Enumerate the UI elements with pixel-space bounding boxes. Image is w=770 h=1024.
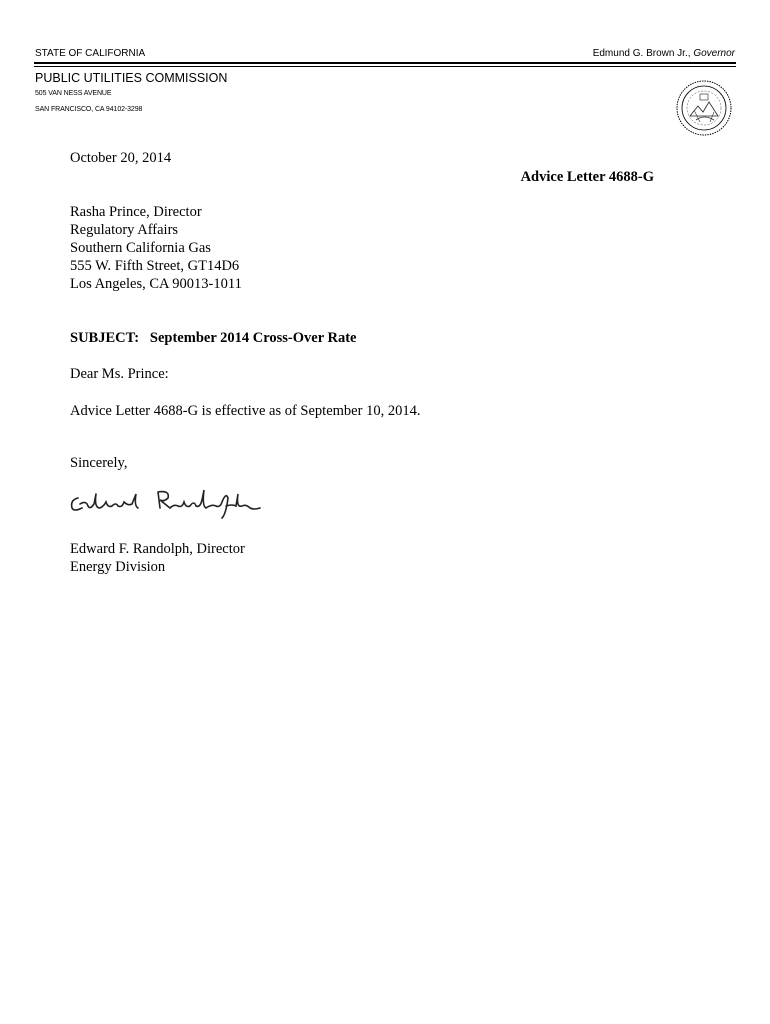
signer-name: Edward F. Randolph, Director [70, 541, 245, 557]
letter-date: October 20, 2014 [70, 150, 172, 166]
governor-name: Edmund G. Brown Jr., [592, 48, 694, 59]
signature [66, 486, 262, 526]
subject-label: SUBJECT: [70, 330, 140, 346]
state-label: STATE OF CALIFORNIA [35, 48, 146, 59]
subject-text: September 2014 Cross-Over Rate [149, 330, 357, 346]
governor-label [593, 48, 735, 59]
governor-title: Governor [693, 48, 735, 59]
state-seal-icon [676, 80, 732, 136]
signer-division: Energy Division [70, 559, 166, 575]
letter-body: Advice Letter 4688-G is effective as of September 10, 2014. [70, 403, 421, 419]
agency-name: PUBLIC UTILITIES COMMISSION [35, 71, 228, 85]
advice-letter-reference: Advice Letter 4688-G [520, 169, 654, 185]
address-line-2: SAN FRANCISCO, CA 94102-3298 [35, 106, 143, 113]
header-rule-thin [34, 66, 736, 67]
header-rule-thick [34, 62, 736, 64]
recipient-line-4: 555 W. Fifth Street, GT14D6 [70, 258, 240, 274]
recipient-line-5: Los Angeles, CA 90013-1011 [70, 276, 242, 292]
address-line-1: 505 VAN NESS AVENUE [35, 90, 112, 97]
recipient-line-2: Regulatory Affairs [70, 222, 179, 238]
closing: Sincerely, [70, 455, 128, 471]
recipient-line-3: Southern California Gas [70, 240, 211, 256]
salutation: Dear Ms. Prince: [70, 366, 169, 382]
recipient-line-1: Rasha Prince, Director [70, 204, 202, 220]
subject-line [70, 329, 357, 347]
